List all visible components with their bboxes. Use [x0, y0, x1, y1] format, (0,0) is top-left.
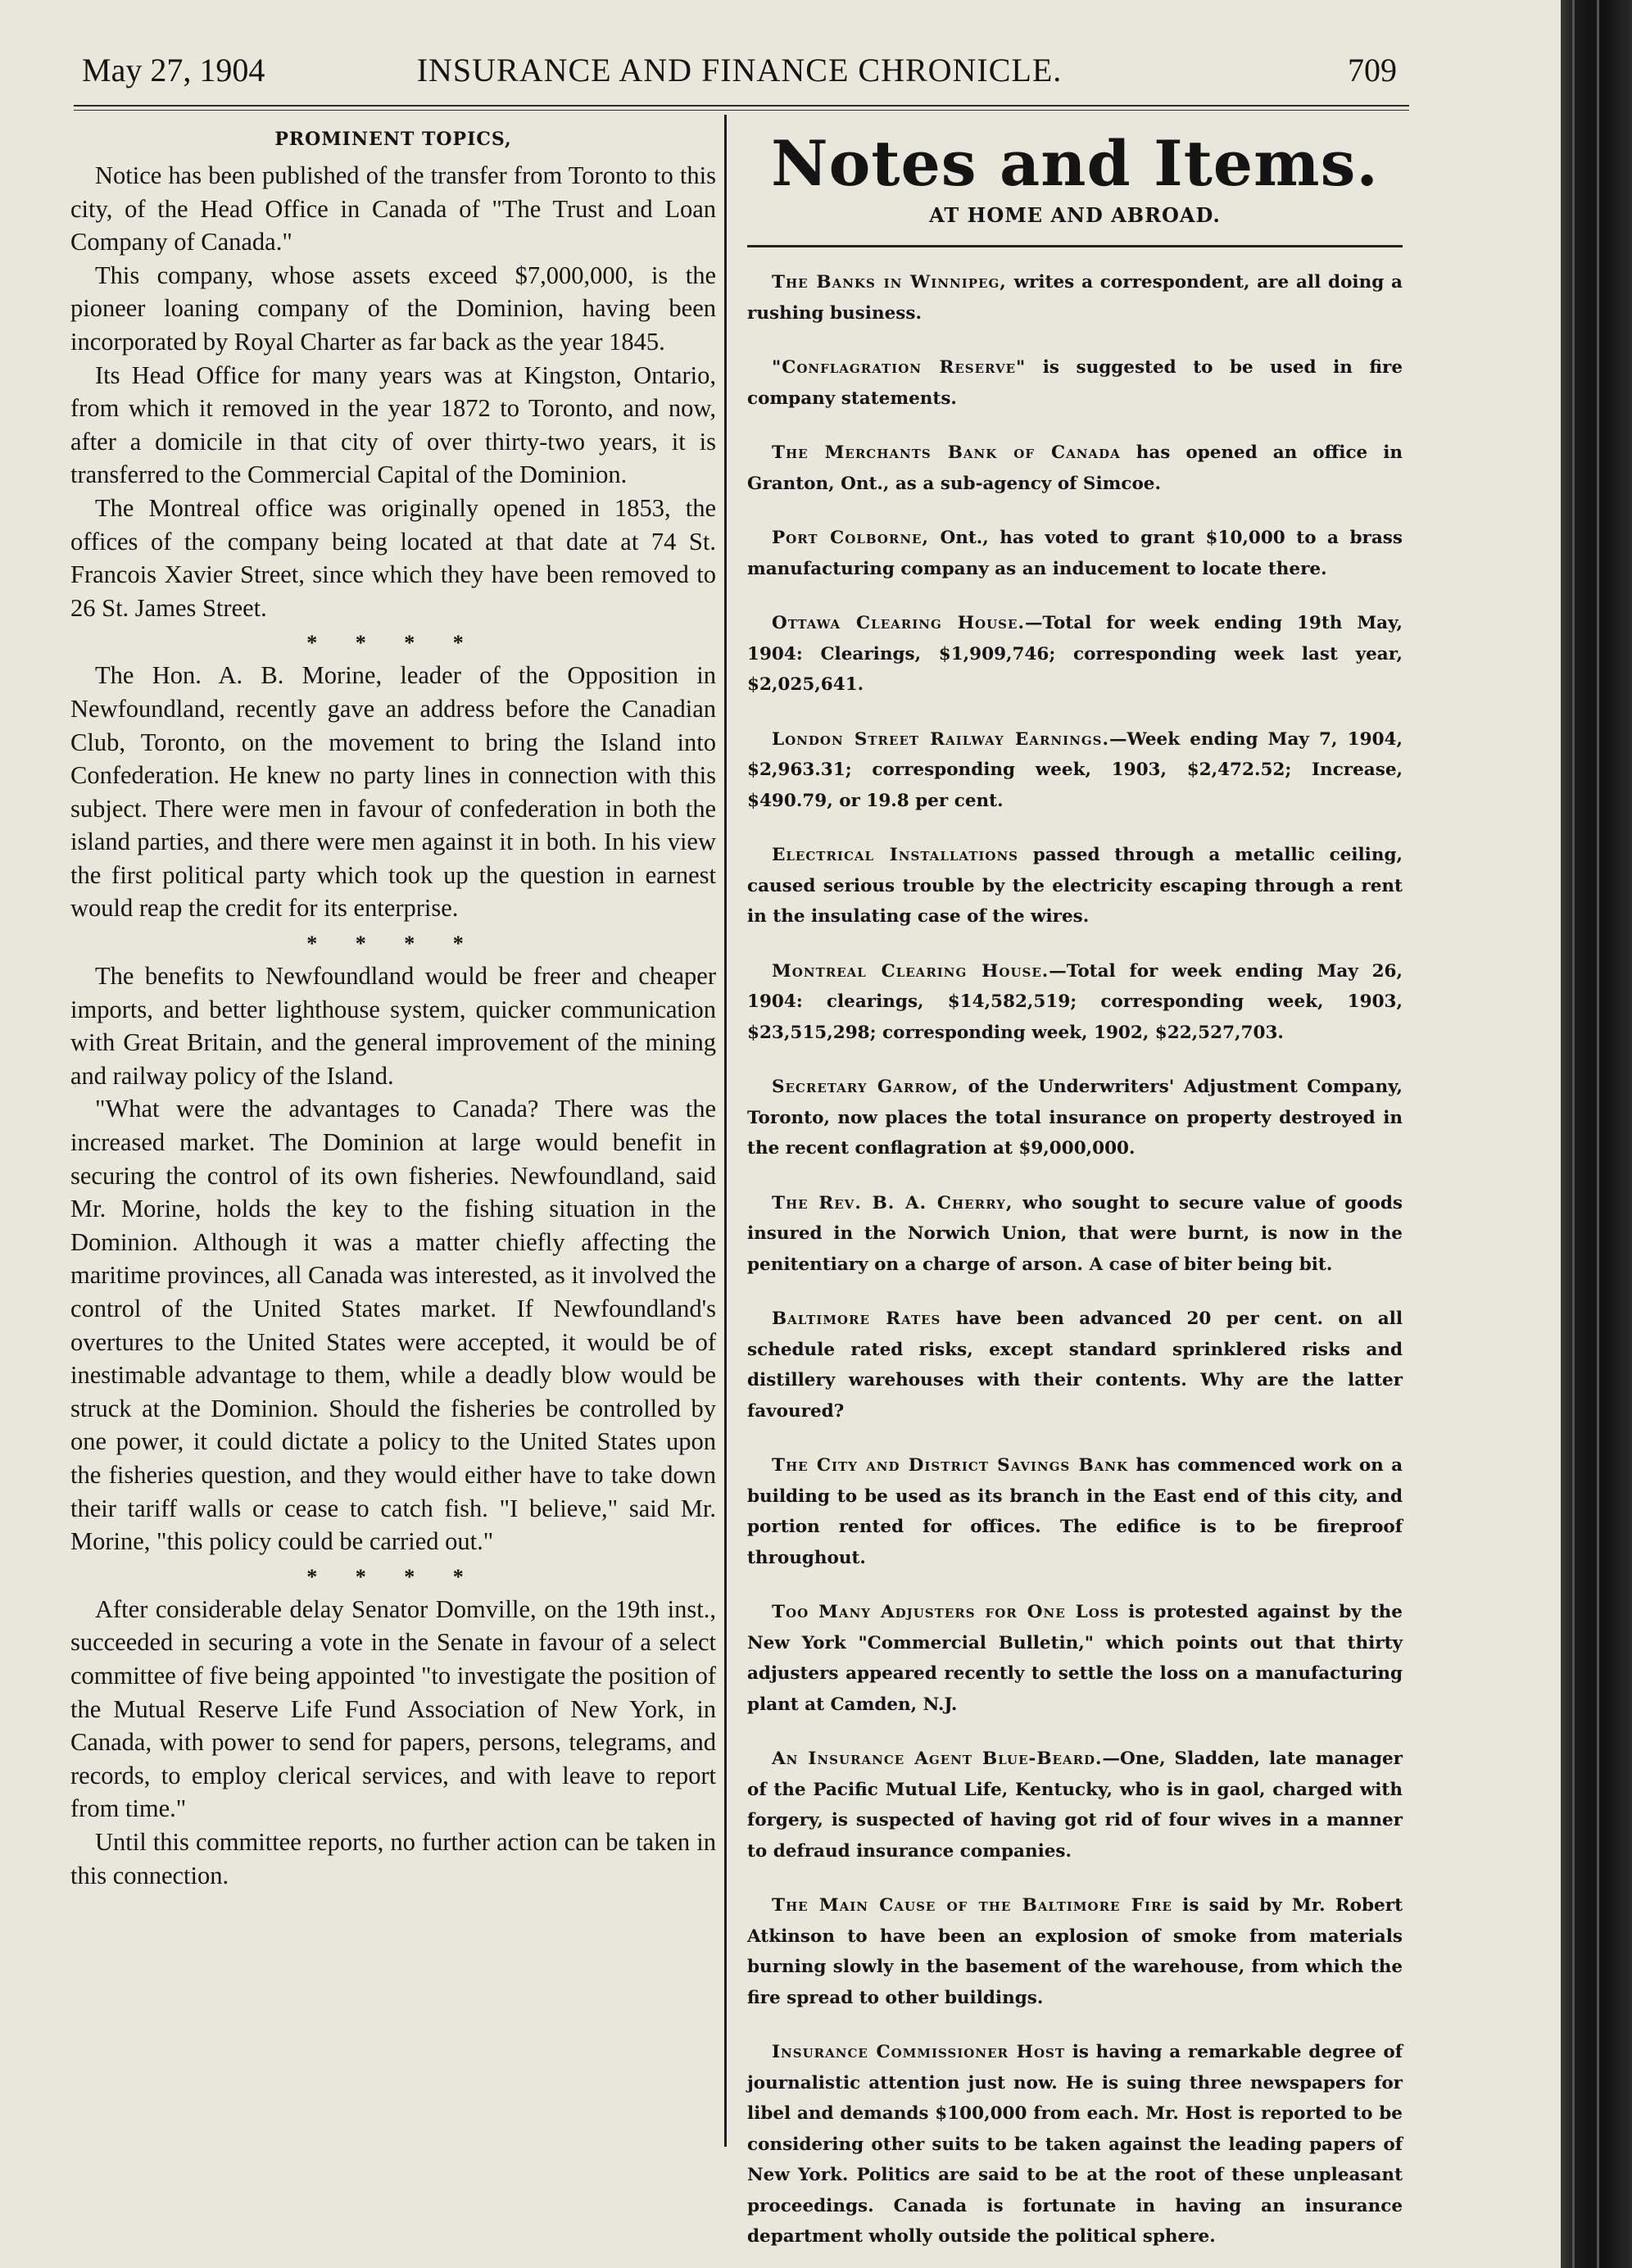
column-divider	[724, 115, 727, 2147]
topic-paragraph: The Hon. A. B. Morine, leader of the Opposition in Newfoundland, recently gave an address before the Canadian Club, Toronto, on the movement to bring the Island into Confederation. He knew no party lines in connection with this subject. There were men in favour of confederation in both the island parties, and there were men against it in both. In his view the first political party which took up the question in earnest would reap the credit for its enterprise.	[70, 661, 716, 923]
notes-and-items-subtitle: AT HOME AND ABROAD.	[929, 203, 1221, 227]
item-lead: Electrical Installations	[772, 845, 1019, 865]
item-text: is said by Mr. Robert Atkinson to have been an explosion of smoke from materials burning slowly in the basement of the warehouse, from which the fire spread to other buildings.	[747, 1895, 1403, 2008]
news-item	[747, 956, 1403, 1049]
item-text: passed through a metallic ceiling, caused serious trouble by the electricity escaping through a rent in the insulating case of the wires.	[747, 845, 1403, 927]
news-item	[747, 352, 1403, 414]
item-text: is having a remarkable degree of journalistic attention just now. He is suing three newspapers for libel and demands $100,000 from each. Mr. Host is reported to be considering other suits to be taken against the leading papers of New York. Politics are said to be at the root of these unpleasant proceedings. Canada is fortunate in having an insurance department wholly outside the political sphere.	[747, 2042, 1403, 2247]
item-text: Ont., has voted to grant $10,000 to a brass manufacturing company as an inducement to locate there.	[747, 528, 1403, 579]
item-lead: Too Many Adjusters for One Loss	[772, 1602, 1120, 1622]
header-date: May 27, 1904	[82, 52, 265, 88]
topic-paragraph: "What were the advantages to Canada? There was the increased market. The Dominion at large would benefit in securing the control of its own fisheries. Newfoundland, said Mr. Morine, holds the key to the fishing situation in the Dominion. Although it was a matter chiefly affecting the maritime provinces, all Canada was interested, as it involved the control of the United States market. If Newfoundland's overtures to the United States were accepted, it would be of inestimable advantage to them, while a deadly blow would be struck at the Dominion. Should the fisheries be controlled by one power, it could dictate a policy to the United States upon the fisheries question, and they would either have to take down their tariff walls or cease to catch fish. "I believe," said Mr. Morine, "this policy could be carried out."	[70, 1095, 716, 1556]
news-item	[747, 608, 1403, 701]
spine-line	[1572, 0, 1575, 2268]
item-text: has commenced work on a building to be used as its branch in the East end of this city, and portion rented for offices. The edifice is to be fireproof throughout.	[747, 1455, 1403, 1568]
item-text: has opened an office in Granton, Ont., as a sub-agency of Simcoe.	[747, 442, 1403, 494]
item-lead: Secretary Garrow,	[772, 1077, 959, 1097]
notes-and-items-title: Notes and Items.	[771, 127, 1379, 200]
item-lead: The City and District Savings Bank	[772, 1455, 1129, 1476]
news-item	[747, 1744, 1403, 1867]
news-item	[747, 840, 1403, 932]
prominent-topics-heading: PROMINENT TOPICS,	[274, 129, 512, 150]
topic-paragraph: The Montreal office was originally opened in 1853, the offices of the company being located at that date at 74 St. Francois Xavier Street, since which they have been removed to 26 St. James Street.	[70, 493, 716, 622]
news-item	[747, 724, 1403, 817]
item-lead: "Conflagration Reserve"	[772, 357, 1027, 378]
topic-paragraph: This company, whose assets exceed $7,000,000, is the pioneer loaning company of the Dominion, having been incorporated by Royal Charter as far back as the year 1845.	[70, 261, 716, 356]
star-separator: * * * *	[306, 1564, 480, 1589]
item-lead: The Banks in Winnipeg,	[772, 272, 1007, 293]
item-text: is suggested to be used in fire company statements.	[747, 357, 1403, 409]
notes-rule	[747, 245, 1403, 247]
news-item	[747, 1188, 1403, 1281]
news-item	[747, 438, 1403, 499]
news-item	[747, 1597, 1403, 1720]
item-lead: Port Colborne,	[772, 528, 929, 548]
item-lead: An Insurance Agent Blue-Beard.	[772, 1749, 1103, 1769]
item-text: is protested against by the New York "Commercial Bulletin," which points out that thirty adjusters appeared recently to settle the loss on a manufacturing plant at Camden, N.J.	[747, 1602, 1403, 1715]
item-text: —Week ending May 7, 1904, $2,963.31; corresponding week, 1903, $2,472.52; Increase, $490.79, or 19.8 per cent.	[747, 728, 1403, 811]
item-text: who sought to secure value of goods insured in the Norwich Union, that were burnt, is now in the penitentiary on a charge of arson. A case of biter being bit.	[747, 1192, 1403, 1275]
item-lead: The Rev. B. A. Cherry,	[772, 1192, 1013, 1213]
book-spine-shadow	[1561, 0, 1632, 2268]
item-lead: Montreal Clearing House.	[772, 960, 1049, 982]
star-separator: * * * *	[306, 631, 480, 655]
item-text: of the Underwriters' Adjustment Company, Toronto, now places the total insurance on property destroyed in the recent conflagration at $9,000,000.	[747, 1077, 1403, 1159]
header-page-number: 709	[1348, 52, 1397, 88]
prominent-topics-column	[70, 123, 716, 1892]
item-text: writes a correspondent, are all doing a rushing business.	[747, 272, 1403, 324]
news-item	[747, 267, 1403, 329]
news-item	[747, 1450, 1403, 1573]
topic-paragraph: Notice has been published of the transfer from Toronto to this city, of the Head Office in Canada of "The Trust and Loan Company of Canada."	[70, 161, 716, 256]
topic-paragraph: Its Head Office for many years was at Kingston, Ontario, from which it removed in the year 1872 to Toronto, and now, after a domicile in that city of over thirty-two years, it is transferred to the Commercial Capital of the Dominion.	[70, 361, 716, 489]
item-lead: Ottawa Clearing House.	[772, 613, 1025, 633]
item-text: —Total for week ending 19th May, 1904: Clearings, $1,909,746; corresponding week last year, $2,025,641.	[747, 613, 1403, 695]
item-text: —One, Sladden, late manager of the Pacific Mutual Life, Kentucky, who is in gaol, charged with forgery, is suspected of having got rid of four wives in a manner to defraud insurance companies.	[747, 1749, 1403, 1862]
item-text: have been advanced 20 per cent. on all schedule rated risks, except standard sprinklered risks and distillery warehouses with their contents. Why are the latter favoured?	[747, 1309, 1403, 1422]
star-separator: * * * *	[306, 932, 480, 956]
topic-paragraph: After considerable delay Senator Domville, on the 19th inst., succeeded in securing a vote in the Senate in favour of a select committee of five being appointed "to investigate the position of the Mutual Reserve Life Fund Association of New York, in Canada, with power to send for papers, persons, telegrams, and records, to employ clerical services, and with leave to report from time."	[70, 1594, 716, 1823]
news-item	[747, 523, 1403, 584]
topic-paragraph: The benefits to Newfoundland would be freer and cheaper imports, and better lighthouse system, quicker communication with Great Britain, and the general improvement of the mining and railway policy of the Island.	[70, 962, 716, 1090]
spine-line	[1597, 0, 1599, 2268]
news-item	[747, 2037, 1403, 2252]
notes-and-items-column	[747, 123, 1403, 2268]
item-lead: Baltimore Rates	[772, 1309, 941, 1329]
item-lead: Insurance Commissioner Host	[772, 2042, 1066, 2062]
item-lead: The Merchants Bank of Canada	[772, 442, 1121, 463]
header-rule-thin	[74, 110, 1409, 111]
news-item	[747, 1890, 1403, 2013]
news-item	[747, 1072, 1403, 1164]
page-header	[82, 46, 1397, 95]
item-lead: London Street Railway Earnings.	[772, 728, 1109, 750]
item-lead: The Main Cause of the Baltimore Fire	[772, 1895, 1172, 1916]
item-text: —Total for week ending May 26, 1904: clearings, $14,582,519; corresponding week, 1903, $23,515,298; corresponding week, 1902, $22,527,703.	[747, 960, 1403, 1043]
header-rule	[74, 105, 1409, 107]
topic-paragraph: Until this committee reports, no further action can be taken in this connection.	[70, 1827, 716, 1889]
news-item	[747, 1304, 1403, 1427]
header-publication: INSURANCE AND FINANCE CHRONICLE.	[416, 52, 1063, 88]
